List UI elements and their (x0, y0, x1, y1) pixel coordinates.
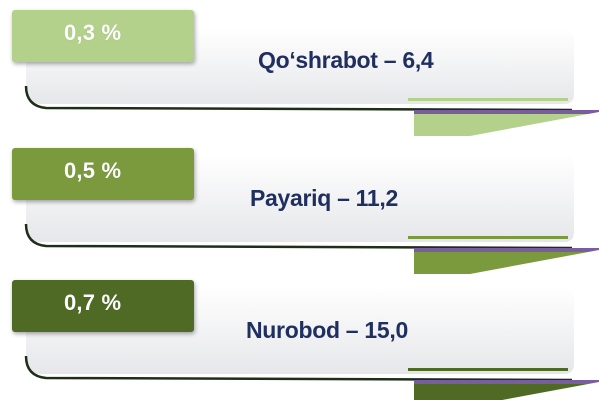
percent-value: 0,3 % (64, 20, 122, 45)
percent-value: 0,5 % (64, 158, 122, 183)
percent-value: 0,7 % (64, 290, 122, 315)
percent-badge (12, 148, 194, 200)
district-label: Payariq – 11,2 (250, 185, 398, 211)
district-label: Qo‘shrabot – 6,4 (258, 47, 434, 73)
district-card-nurobod (0, 270, 599, 400)
district-card-payariq (0, 138, 599, 268)
district-card-qoshrabot (0, 0, 599, 130)
percent-badge (12, 10, 194, 62)
percent-badge (12, 280, 194, 332)
district-label: Nurobod – 15,0 (246, 317, 408, 343)
